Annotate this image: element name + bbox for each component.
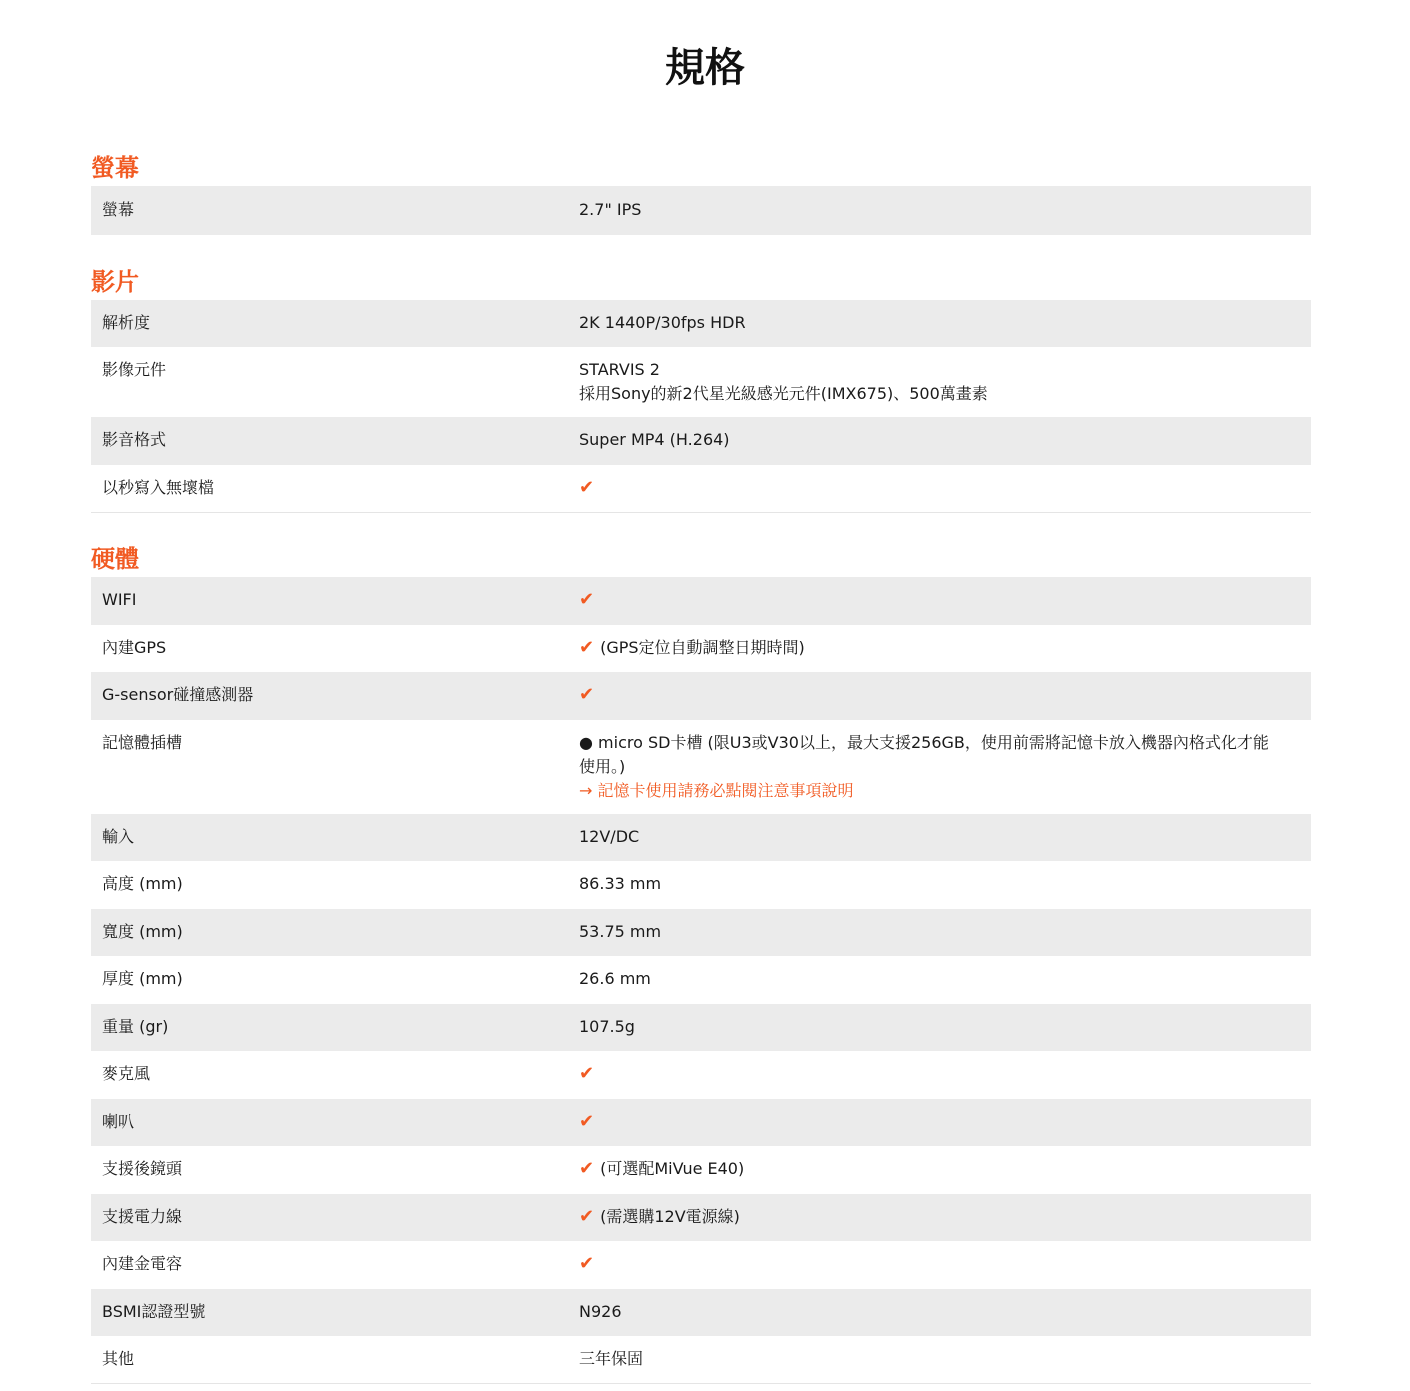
section-hardware — [91, 544, 1311, 1384]
table-row — [91, 577, 1311, 625]
row-value: 2.7" IPS — [579, 200, 642, 219]
memory-slot-desc: ● micro SD卡槽 (限U3或V30以上，最大支援256GB，使用前需將記憶卡放入機器內格式化才能使用。) — [579, 733, 1269, 776]
page-title: 規格 — [665, 45, 745, 91]
row-value: 2K 1440P/30fps HDR — [579, 313, 746, 332]
sensor-name: STARVIS 2 — [579, 360, 660, 379]
row-value — [579, 1110, 1311, 1146]
row-note: (GPS定位自動調整日期時間) — [600, 638, 805, 657]
table-row — [91, 465, 1311, 513]
table-row — [91, 720, 1311, 814]
section-screen — [91, 153, 1311, 235]
check-icon: ✔ — [579, 684, 595, 705]
row-label: 內建GPS — [102, 638, 167, 657]
row-value: N926 — [579, 1302, 622, 1321]
row-label: 重量 (gr) — [102, 1017, 169, 1036]
table-row — [91, 1099, 1311, 1146]
table-row — [91, 1146, 1311, 1194]
row-value — [579, 476, 1311, 512]
row-note: (可選配MiVue E40) — [600, 1159, 745, 1178]
table-row — [91, 1289, 1311, 1336]
table-row — [91, 625, 1311, 672]
row-label: 螢幕 — [102, 200, 135, 219]
table-row — [91, 861, 1311, 909]
row-label: 內建金電容 — [102, 1254, 183, 1273]
check-icon: ✔ — [579, 637, 595, 658]
row-value: 三年保固 — [579, 1349, 644, 1368]
row-label: 高度 (mm) — [102, 874, 183, 893]
table-row — [91, 186, 1311, 235]
table-row — [91, 1241, 1311, 1289]
row-label: 以秒寫入無壞檔 — [102, 478, 215, 497]
row-value — [579, 731, 1311, 814]
table-row — [91, 1336, 1311, 1384]
table-row — [91, 1051, 1311, 1099]
memory-card-notice-link[interactable]: → 記憶卡使用請務必點閱注意事項說明 — [579, 781, 854, 800]
row-value — [579, 358, 1311, 417]
row-value — [579, 1062, 1311, 1099]
row-label: 喇叭 — [102, 1112, 135, 1131]
section-video — [91, 267, 1311, 513]
check-icon: ✔ — [579, 1111, 595, 1132]
row-value — [579, 1157, 1311, 1194]
row-label: 影音格式 — [102, 430, 167, 449]
check-icon: ✔ — [579, 1206, 595, 1227]
table-row — [91, 417, 1311, 465]
section-heading-screen: 螢幕 — [91, 154, 139, 182]
table-row — [91, 956, 1311, 1004]
row-label: 支援電力線 — [102, 1207, 183, 1226]
row-label: 寬度 (mm) — [102, 922, 183, 941]
row-value — [579, 1252, 1311, 1289]
table-row — [91, 1004, 1311, 1051]
table-row — [91, 672, 1311, 720]
row-value: 53.75 mm — [579, 922, 662, 941]
row-value: 107.5g — [579, 1017, 635, 1036]
table-row — [91, 909, 1311, 956]
row-label: BSMI認證型號 — [102, 1302, 206, 1321]
row-value: 86.33 mm — [579, 874, 662, 893]
row-value — [579, 1205, 1311, 1241]
row-note: (需選購12V電源線) — [600, 1207, 740, 1226]
check-icon: ✔ — [579, 477, 595, 498]
row-value: 26.6 mm — [579, 969, 651, 988]
row-value — [579, 636, 1311, 672]
row-label: 解析度 — [102, 313, 151, 332]
table-row — [91, 814, 1311, 861]
row-value: Super MP4 (H.264) — [579, 430, 730, 449]
row-label: 厚度 (mm) — [102, 969, 183, 988]
section-heading-hardware: 硬體 — [91, 545, 139, 573]
row-label: 影像元件 — [102, 360, 167, 379]
check-icon: ✔ — [579, 1063, 595, 1084]
row-label: G-sensor碰撞感測器 — [102, 685, 254, 704]
section-heading-video: 影片 — [91, 268, 139, 296]
row-label: 記憶體插槽 — [102, 733, 183, 752]
row-label: 輸入 — [102, 827, 135, 846]
table-row — [91, 347, 1311, 417]
row-label: 麥克風 — [102, 1064, 151, 1083]
sensor-detail: 採用Sony的新2代星光級感光元件(IMX675)、500萬畫素 — [579, 384, 988, 403]
check-icon: ✔ — [579, 1253, 595, 1274]
table-row — [91, 300, 1311, 347]
row-label: 支援後鏡頭 — [102, 1159, 183, 1178]
check-icon: ✔ — [579, 1158, 595, 1179]
row-value: 12V/DC — [579, 827, 640, 846]
check-icon: ✔ — [579, 589, 595, 610]
row-value — [579, 588, 1311, 625]
row-label: WIFI — [102, 590, 137, 609]
row-value — [579, 683, 1311, 720]
table-row — [91, 1194, 1311, 1241]
row-label: 其他 — [102, 1349, 135, 1368]
